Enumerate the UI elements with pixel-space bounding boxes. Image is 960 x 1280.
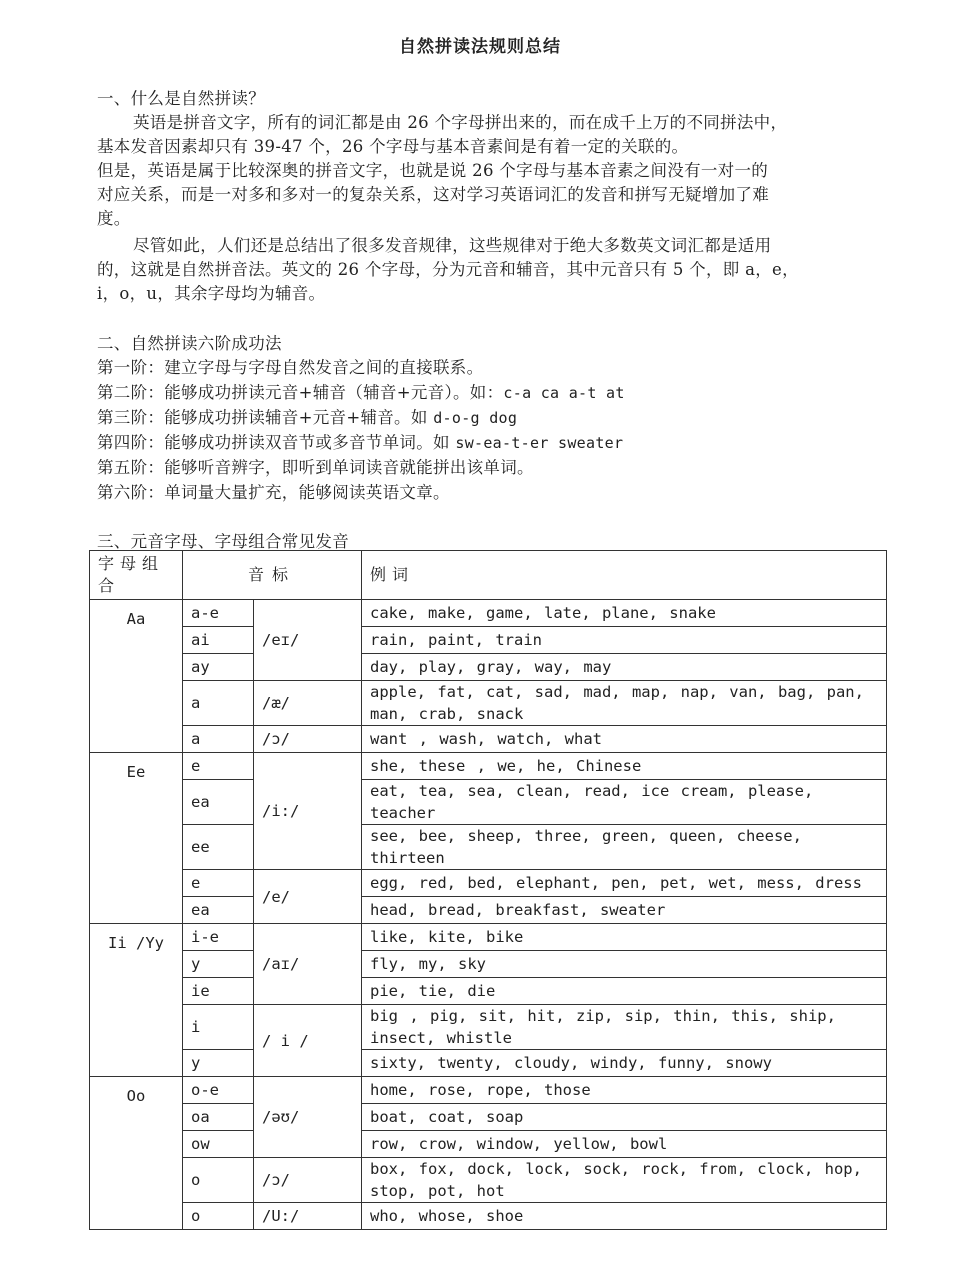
examples-cell: want , wash, watch, what [362,726,887,753]
step-text: 能够成功拼读元音+辅音（辅音+元音）。如： [164,383,504,402]
paragraph-line: 基本发音因素却只有 39-47 个，26 个字母与基本音素间是有着一定的关联的。 [97,137,689,156]
step-text: 建立字母与字母自然发音之间的直接联系。 [164,358,484,377]
step-text: 能够听音辨字，即听到单词读音就能拼出该单词。 [164,458,534,477]
table-row [90,1005,887,1050]
combo-cell: ai [183,627,254,654]
step-label: 第四阶： [97,433,165,452]
phonetic-cell: /aɪ/ [254,924,362,1005]
step-line [97,429,623,453]
step-line [97,479,450,503]
table-row [90,897,887,924]
table-row [90,726,887,753]
table-row [90,780,887,825]
combo-cell: ay [183,654,254,681]
table-row [90,825,887,870]
paragraph-line: 尽管如此，人们还是总结出了很多发音规律，这些规律对于绝大多数英文词汇都是适用 [133,236,772,255]
letter-group-cell: Oo [90,1077,183,1230]
step-line [97,379,625,403]
examples-cell: egg, red, bed, elephant, pen, pet, wet, mess, dress [362,870,887,897]
header-combo: 字母组合 [90,551,183,600]
examples-cell: pie, tie, die [362,978,887,1005]
paragraph-line: 度。 [97,209,131,228]
table-row [90,753,887,780]
examples-cell: she, these , we, he, Chinese [362,753,887,780]
table-row [90,1104,887,1131]
table-header-row [90,551,887,600]
step-label: 第三阶： [97,408,165,427]
phonetic-cell: /æ/ [254,681,362,726]
paragraph-line: 英语是拼音文字，所有的词汇都是由 26 个字母拼出来的，而在成千上万的不同拼法中， [133,113,788,132]
phonetic-cell: /ɔ/ [254,1158,362,1203]
combo-cell: a [183,726,254,753]
step-label: 第六阶： [97,483,165,502]
step-example: d-o-g dog [433,409,518,427]
section1-heading: 一、什么是自然拼读？ [97,89,265,108]
step-label: 第五阶： [97,458,165,477]
table-row [90,1203,887,1230]
examples-cell: rain, paint, train [362,627,887,654]
combo-cell: a [183,681,254,726]
table-row [90,627,887,654]
step-example: sw-ea-t-er sweater [455,434,624,452]
examples-cell: head, bread, breakfast, sweater [362,897,887,924]
header-phonetic: 音标 [183,551,362,600]
combo-cell: e [183,753,254,780]
phonics-table-body [90,551,887,1230]
phonics-table [89,550,887,1230]
paragraph-line: i，o，u，其余字母均为辅音。 [97,284,326,303]
table-row [90,1158,887,1203]
combo-cell: i-e [183,924,254,951]
paragraph-line: 的，这就是自然拼音法。英文的 26 个字母，分为元音和辅音，其中元音只有 5 个，即 a，e， [97,260,799,279]
page-title: 自然拼读法规则总结 [399,37,561,57]
step-label: 第二阶： [97,383,165,402]
combo-cell: a-e [183,600,254,627]
combo-cell: i [183,1005,254,1050]
table-row [90,600,887,627]
step-label: 第一阶： [97,358,165,377]
examples-cell: cake, make, game, late, plane, snake [362,600,887,627]
examples-cell: boat, coat, soap [362,1104,887,1131]
phonetic-cell: /e/ [254,870,362,924]
step-line [97,404,517,428]
examples-cell: see, bee, sheep, three, green, queen, cheese, thirteen [362,825,887,870]
examples-cell: day, play, gray, way, may [362,654,887,681]
step-example: c-a ca a-t at [503,384,625,402]
phonetic-cell: /əʊ/ [254,1077,362,1158]
phonetic-cell: /eɪ/ [254,600,362,681]
section2-heading: 二、自然拼读六阶成功法 [97,334,282,353]
examples-cell: eat, tea, sea, clean, read, ice cream, please, teacher [362,780,887,825]
combo-cell: e [183,870,254,897]
examples-cell: sixty, twenty, cloudy, windy, funny, snowy [362,1050,887,1077]
table-row [90,1077,887,1104]
combo-cell: ea [183,780,254,825]
table-row [90,870,887,897]
phonetic-cell: /i:/ [254,753,362,870]
table-row [90,1131,887,1158]
examples-cell: row, crow, window, yellow, bowl [362,1131,887,1158]
step-text: 单词量大量扩充，能够阅读英语文章。 [164,483,450,502]
step-line [97,454,534,478]
step-text: 能够成功拼读辅音+元音+辅音。如 [164,408,434,427]
combo-cell: oa [183,1104,254,1131]
phonetic-cell: /U:/ [254,1203,362,1230]
examples-cell: fly, my, sky [362,951,887,978]
table-row [90,978,887,1005]
paragraph-line: 对应关系，而是一对多和多对一的复杂关系，这对学习英语词汇的发音和拼写无疑增加了难 [97,185,769,204]
step-line [97,354,483,378]
examples-cell: who, whose, shoe [362,1203,887,1230]
examples-cell: box, fox, dock, lock, sock, rock, from, clock, hop, stop, pot, hot [362,1158,887,1203]
header-examples: 例词 [362,551,887,600]
phonetic-cell: /ɔ/ [254,726,362,753]
examples-cell: apple, fat, cat, sad, mad, map, nap, van, bag, pan, man, crab, snack [362,681,887,726]
examples-cell: big , pig, sit, hit, zip, sip, thin, this, ship, insect, whistle [362,1005,887,1050]
combo-cell: o [183,1158,254,1203]
combo-cell: ee [183,825,254,870]
table-row [90,1050,887,1077]
combo-cell: ow [183,1131,254,1158]
table-row [90,951,887,978]
combo-cell: ie [183,978,254,1005]
examples-cell: home, rose, rope, those [362,1077,887,1104]
combo-cell: ea [183,897,254,924]
section3-heading: 三、元音字母、字母组合常见发音 [97,532,349,551]
phonetic-cell: / i / [254,1005,362,1077]
table-row [90,681,887,726]
table-row [90,924,887,951]
combo-cell: o [183,1203,254,1230]
paragraph-line: 但是，英语是属于比较深奥的拼音文字，也就是说 26 个字母与基本音素之间没有一对一的 [97,161,769,180]
step-text: 能够成功拼读双音节或多音节单词。如 [164,433,456,452]
combo-cell: y [183,1050,254,1077]
letter-group-cell: Aa [90,600,183,753]
combo-cell: o-e [183,1077,254,1104]
letter-group-cell: Ee [90,753,183,924]
examples-cell: like, kite, bike [362,924,887,951]
combo-cell: y [183,951,254,978]
table-row [90,654,887,681]
letter-group-cell: Ii /Yy [90,924,183,1077]
